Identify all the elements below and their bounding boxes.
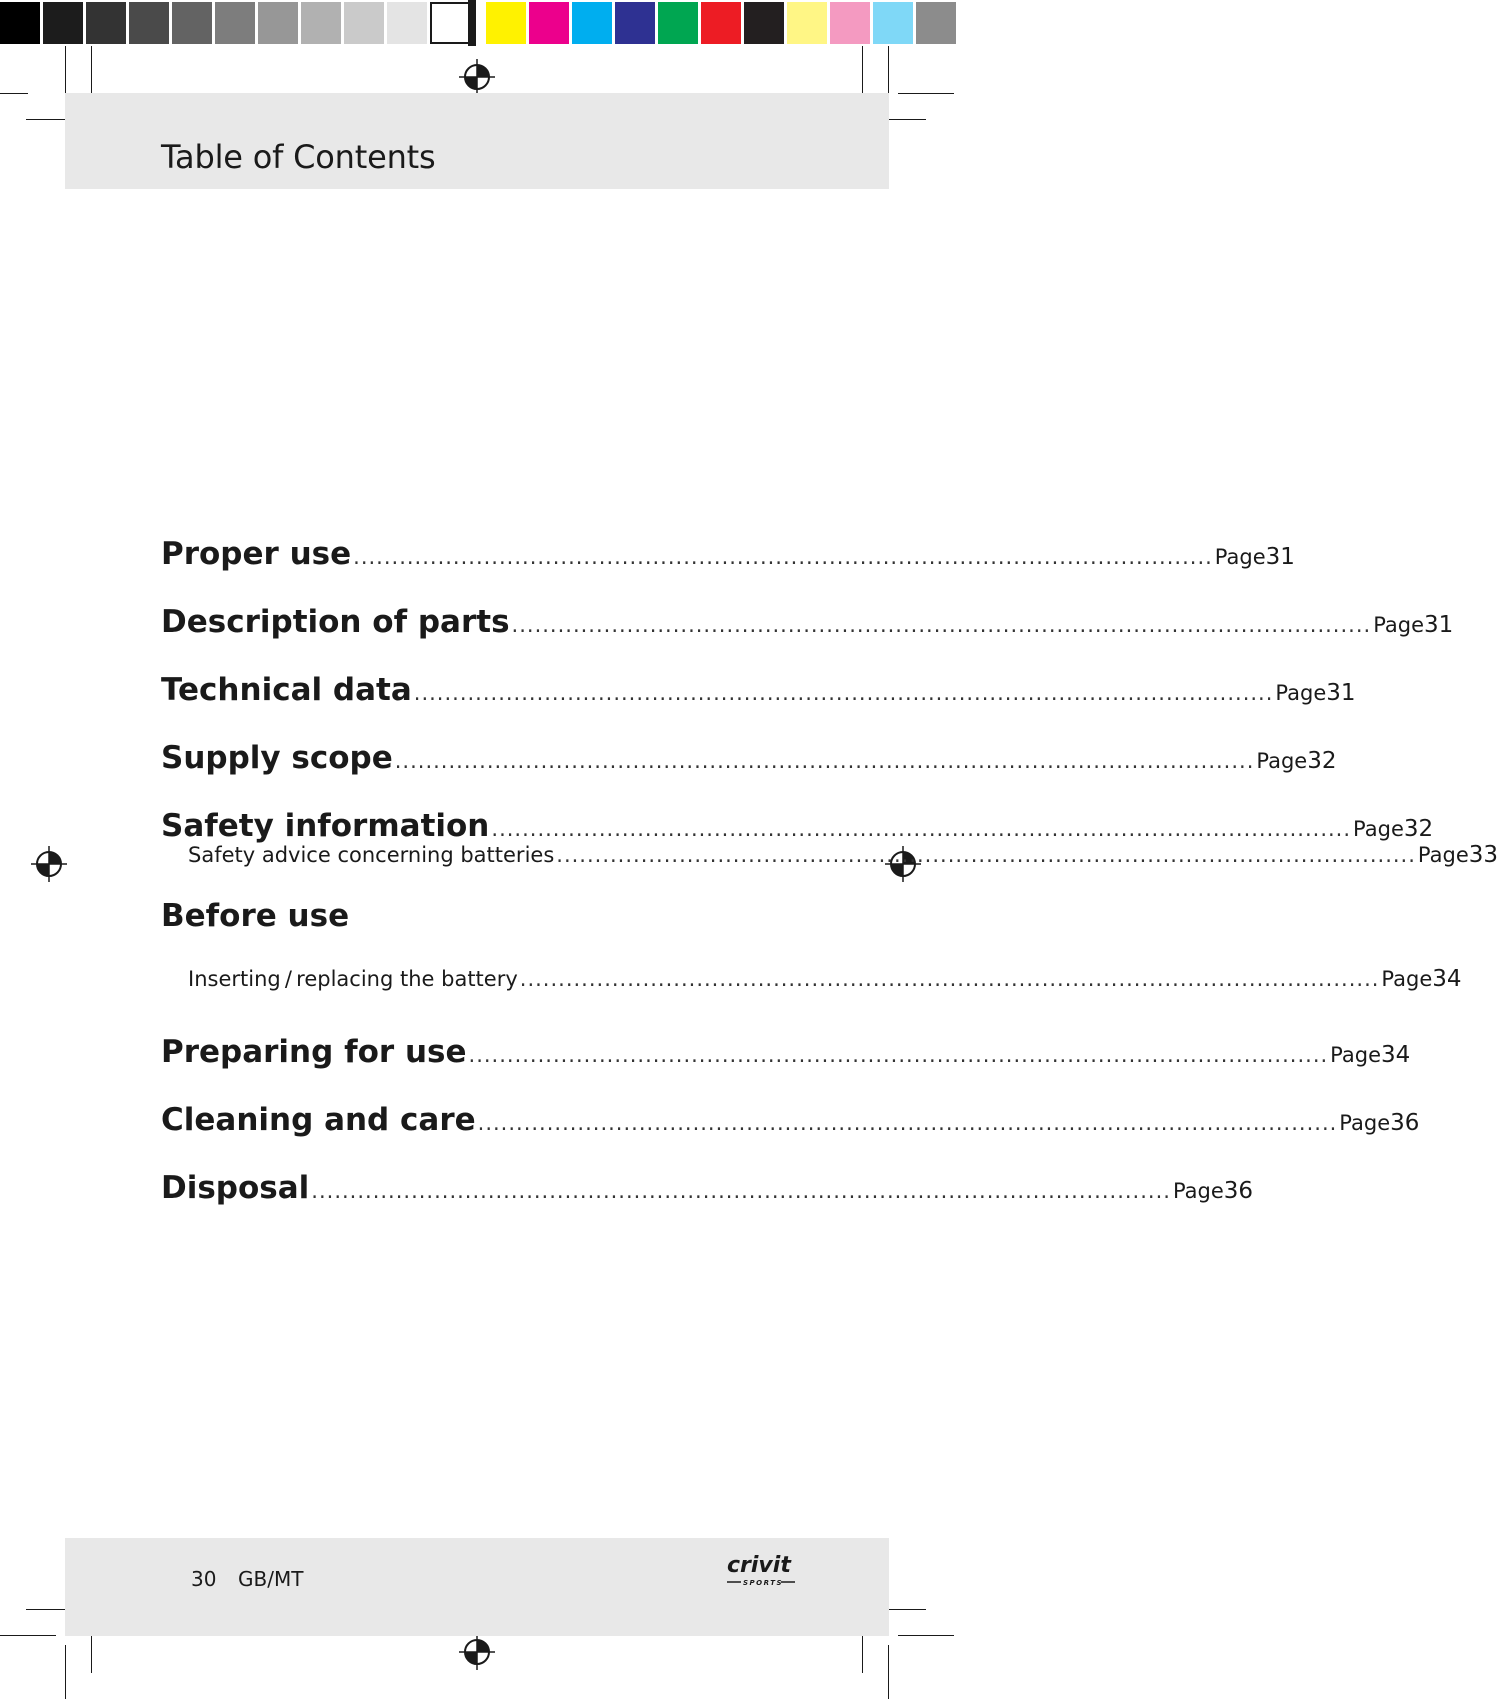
toc-entry-label: Before use bbox=[161, 898, 350, 934]
crop-mark bbox=[898, 1635, 954, 1636]
toc-page-word: Page bbox=[1172, 1179, 1224, 1203]
color-swatch bbox=[215, 2, 255, 44]
toc-page-word: Page bbox=[1256, 749, 1308, 773]
color-swatch bbox=[873, 2, 913, 44]
toc-page-number: 34 bbox=[1432, 966, 1462, 992]
color-swatch bbox=[129, 2, 169, 44]
color-swatch bbox=[172, 2, 212, 44]
toc-entry-disposal[interactable] bbox=[161, 1170, 1254, 1238]
color-swatch bbox=[86, 2, 126, 44]
crop-mark bbox=[0, 93, 28, 94]
toc-entry-label: Description of parts bbox=[161, 604, 510, 640]
toc-page-number: 33 bbox=[1468, 842, 1498, 868]
toc-page-number: 32 bbox=[1403, 816, 1434, 842]
header-band bbox=[65, 93, 889, 189]
toc-page-word: Page bbox=[1381, 967, 1433, 991]
table-of-contents bbox=[161, 536, 1498, 1238]
toc-leader-dots: ................................................................................................................ bbox=[511, 613, 1372, 637]
toc-leader-dots: ................................................................................................................ bbox=[556, 843, 1416, 867]
toc-entry-technical-data[interactable] bbox=[161, 672, 1356, 740]
logo-brand-text: crivit bbox=[727, 1553, 791, 1578]
toc-page-word: Page bbox=[1214, 545, 1266, 569]
toc-entry-safety-information[interactable] bbox=[161, 808, 1434, 844]
toc-leader-dots: ................................................................................................................ bbox=[394, 749, 1255, 773]
crop-mark bbox=[0, 1635, 56, 1636]
crop-mark bbox=[91, 46, 92, 100]
toc-entry-label: Disposal bbox=[161, 1170, 310, 1206]
toc-page-word: Page bbox=[1373, 613, 1425, 637]
toc-entry-supply-scope[interactable] bbox=[161, 740, 1337, 808]
toc-leader-dots: ................................................................................................................ bbox=[477, 1111, 1338, 1135]
color-swatch bbox=[529, 2, 569, 44]
color-swatch bbox=[744, 2, 784, 44]
footer-page-number: 30 bbox=[191, 1567, 217, 1591]
toc-page-number: 31 bbox=[1326, 680, 1356, 706]
toc-entry-label: Supply scope bbox=[161, 740, 393, 776]
toc-entry-preparing-for-use[interactable] bbox=[161, 1034, 1411, 1102]
page-title: Table of Contents bbox=[161, 138, 436, 176]
registration-mark-icon bbox=[31, 846, 67, 882]
color-calibration-bar bbox=[0, 0, 954, 46]
color-swatch bbox=[258, 2, 298, 44]
toc-entry-proper-use[interactable] bbox=[161, 536, 1295, 604]
toc-entry-label: Technical data bbox=[161, 672, 412, 708]
toc-subentry-label: Safety advice concerning batteries bbox=[188, 843, 555, 867]
registration-mark-icon bbox=[459, 59, 495, 95]
toc-leader-dots: ................................................................................................................ bbox=[311, 1179, 1171, 1203]
color-swatch bbox=[430, 2, 470, 44]
toc-entry-label: Preparing for use bbox=[161, 1034, 467, 1070]
toc-page-word: Page bbox=[1339, 1111, 1391, 1135]
toc-page-word: Page bbox=[1353, 817, 1404, 841]
toc-page-word: Page bbox=[1417, 843, 1469, 867]
crop-mark bbox=[65, 1645, 66, 1699]
footer-region-code: GB/MT bbox=[238, 1567, 304, 1591]
toc-subentry-inserting-battery[interactable] bbox=[161, 966, 1462, 1000]
color-swatch bbox=[43, 2, 83, 44]
toc-page-number: 34 bbox=[1381, 1042, 1411, 1068]
color-swatch bbox=[787, 2, 827, 44]
toc-page-number: 31 bbox=[1265, 544, 1295, 570]
registration-mark-icon bbox=[459, 1634, 495, 1670]
toc-page-word: Page bbox=[1330, 1043, 1382, 1067]
crop-mark bbox=[888, 46, 889, 100]
toc-entry-label: Safety information bbox=[161, 808, 490, 844]
crop-mark bbox=[898, 93, 954, 94]
toc-subentry-label: Inserting / replacing the battery bbox=[188, 967, 518, 991]
color-swatch bbox=[344, 2, 384, 44]
toc-page-number: 32 bbox=[1307, 748, 1337, 774]
logo-sub-text: SPORTS bbox=[743, 1579, 784, 1587]
color-swatch bbox=[615, 2, 655, 44]
toc-entry-label: Cleaning and care bbox=[161, 1102, 476, 1138]
toc-page-number: 36 bbox=[1223, 1178, 1254, 1204]
toc-page-word: Page bbox=[1275, 681, 1327, 705]
toc-page-number: 31 bbox=[1424, 612, 1454, 638]
toc-leader-dots: ................................................................................................................ bbox=[491, 817, 1352, 841]
color-swatch bbox=[301, 2, 341, 44]
toc-subentry-safety-advice-batteries[interactable] bbox=[161, 842, 1498, 876]
toc-entry-description-of-parts[interactable] bbox=[161, 604, 1454, 672]
toc-leader-dots: ................................................................................................................ bbox=[468, 1043, 1329, 1067]
toc-page-number: 36 bbox=[1390, 1110, 1420, 1136]
color-swatch bbox=[486, 2, 526, 44]
color-swatch bbox=[658, 2, 698, 44]
crop-mark bbox=[65, 46, 66, 100]
color-swatch bbox=[916, 2, 956, 44]
toc-entry-label: Proper use bbox=[161, 536, 352, 572]
color-swatch bbox=[387, 2, 427, 44]
color-swatch bbox=[0, 2, 40, 44]
color-swatch bbox=[830, 2, 870, 44]
footer-band bbox=[65, 1538, 889, 1636]
crop-mark bbox=[888, 1645, 889, 1699]
toc-entry-cleaning-and-care[interactable] bbox=[161, 1102, 1420, 1170]
toc-leader-dots: ................................................................................................................ bbox=[519, 967, 1380, 991]
color-swatch bbox=[701, 2, 741, 44]
toc-leader-dots: ................................................................................................................ bbox=[413, 681, 1274, 705]
toc-leader-dots: ................................................................................................................ bbox=[353, 545, 1213, 569]
crivit-sports-logo bbox=[725, 1550, 799, 1590]
toc-entry-before-use[interactable] bbox=[161, 898, 793, 966]
color-swatch bbox=[572, 2, 612, 44]
crop-mark bbox=[862, 46, 863, 100]
